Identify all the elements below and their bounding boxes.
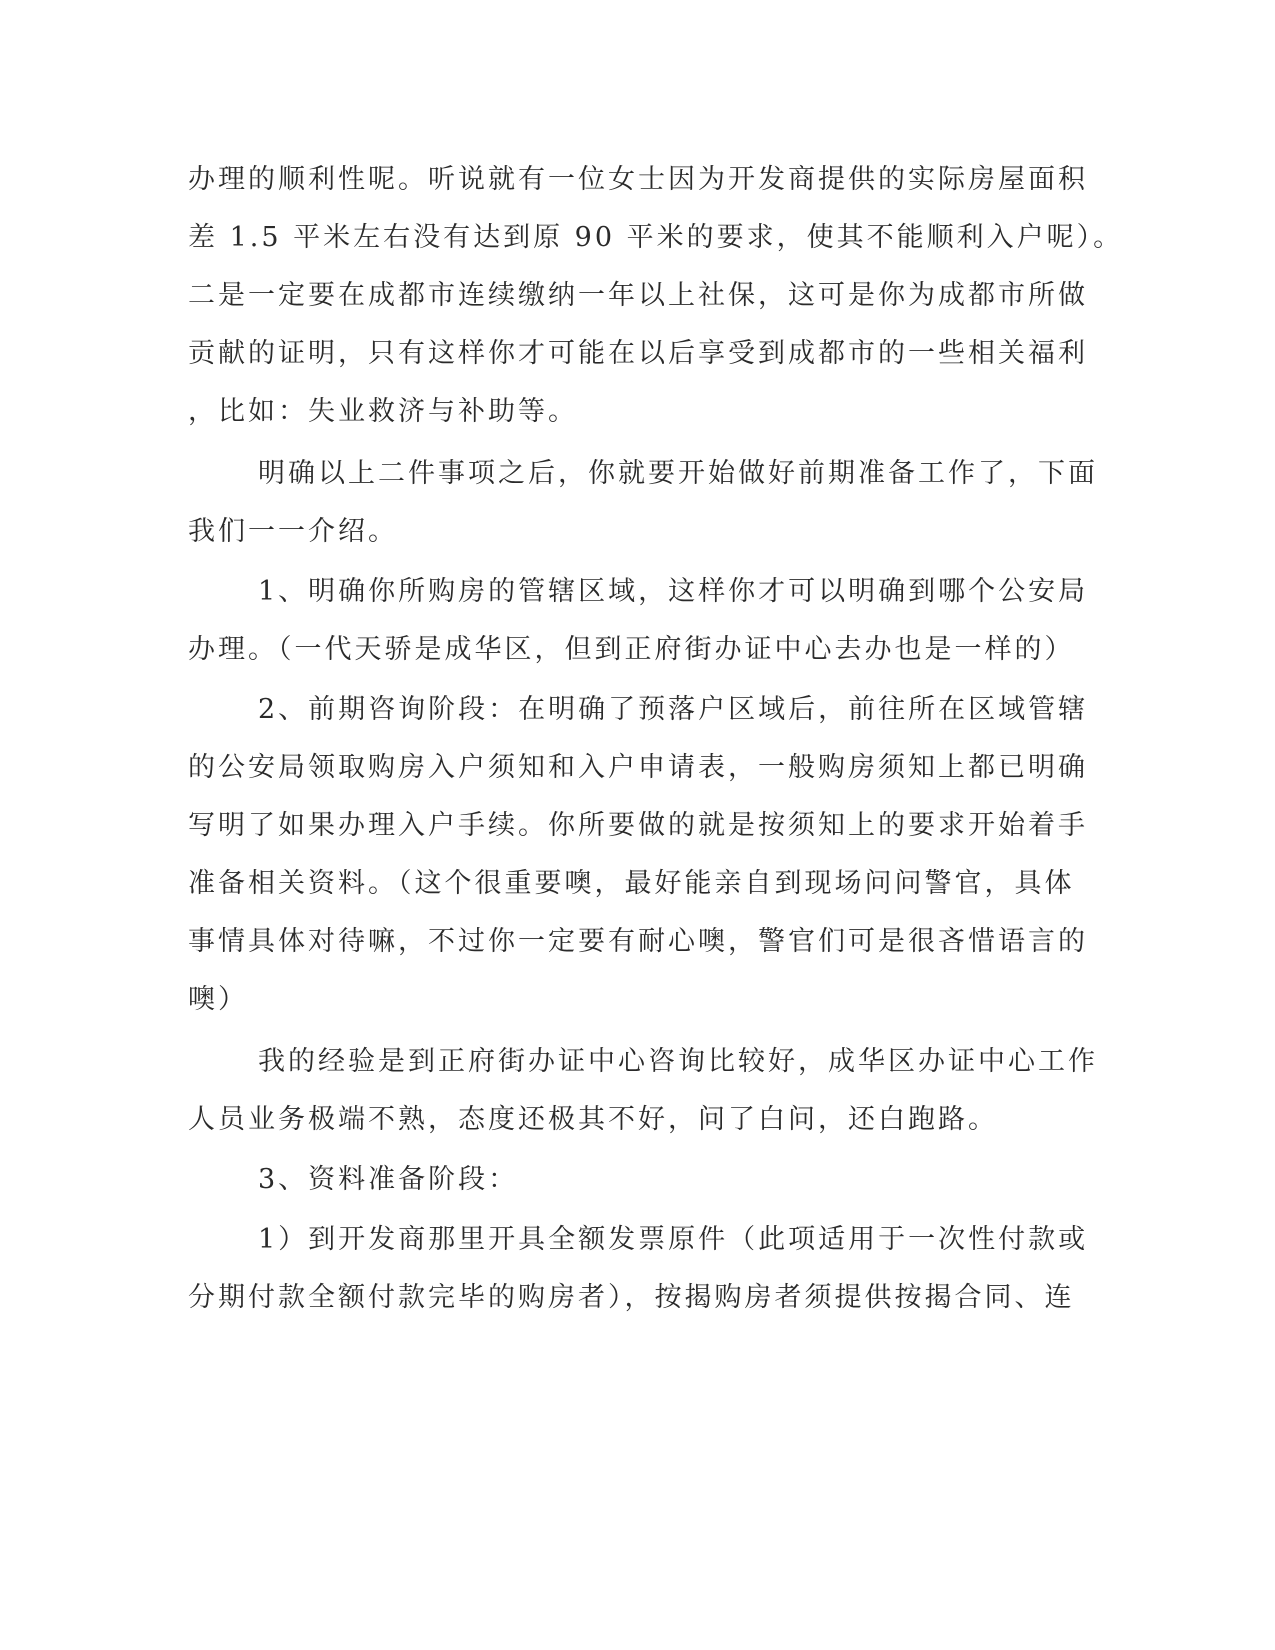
text-line: 贡献的证明，只有这样你才可能在以后享受到成都市的一些相关福利	[188, 338, 1088, 369]
text-line: 的公安局领取购房入户须知和入户申请表，一般购房须知上都已明确	[188, 752, 1088, 783]
text-line: 事情具体对待嘛，不过你一定要有耐心噢，警官们可是很吝惜语言的	[188, 926, 1088, 957]
text-line: 噢）	[188, 984, 248, 1015]
text-line: 我们一一介绍。	[188, 516, 398, 547]
paragraph-first-line: 1）到开发商那里开具全额发票原件（此项适用于一次性付款或	[258, 1224, 1089, 1255]
paragraph-first-line: 3、资料准备阶段：	[258, 1164, 519, 1195]
text-line: ，比如：失业救济与补助等。	[188, 396, 578, 427]
text-line: 准备相关资料。（这个很重要噢，最好能亲自到现场问问警官，具体	[188, 868, 1075, 899]
paragraph-first-line: 2、前期咨询阶段：在明确了预落户区域后，前往所在区域管辖	[258, 694, 1089, 725]
text-line: 办理。（一代天骄是成华区，但到正府街办证中心去办也是一样的）	[188, 634, 1075, 665]
paragraph-first-line: 我的经验是到正府街办证中心咨询比较好，成华区办证中心工作	[258, 1046, 1098, 1077]
paragraph-first-line: 明确以上二件事项之后，你就要开始做好前期准备工作了，下面	[258, 458, 1098, 489]
text-line: 办理的顺利性呢。听说就有一位女士因为开发商提供的实际房屋面积	[188, 164, 1088, 195]
text-line: 分期付款全额付款完毕的购房者），按揭购房者须提供按揭合同、连	[188, 1282, 1075, 1313]
text-line: 写明了如果办理入户手续。你所要做的就是按须知上的要求开始着手	[188, 810, 1088, 841]
text-line: 二是一定要在成都市连续缴纳一年以上社保，这可是你为成都市所做	[188, 280, 1088, 311]
text-line: 人员业务极端不熟，态度还极其不好，问了白问，还白跑路。	[188, 1104, 998, 1135]
text-line: 差 1.5 平米左右没有达到原 90 平米的要求，使其不能顺利入户呢）。	[188, 222, 1124, 253]
paragraph-first-line: 1、明确你所购房的管辖区域，这样你才可以明确到哪个公安局	[258, 576, 1089, 607]
